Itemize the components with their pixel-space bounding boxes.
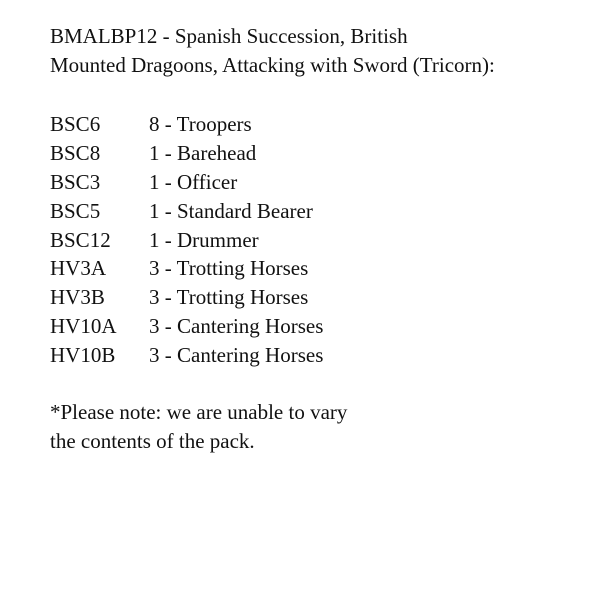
item-description: 3 - Cantering Horses (149, 343, 324, 368)
item-description: 3 - Trotting Horses (149, 285, 309, 310)
pack-note (50, 398, 347, 456)
item-description: 1 - Barehead (149, 140, 257, 165)
pack-note-line-1: *Please note: we are unable to vary (50, 400, 348, 424)
list-item (50, 197, 323, 226)
item-description: 3 - Trotting Horses (149, 256, 309, 281)
list-item (50, 341, 323, 370)
pack-title (50, 22, 495, 80)
list-item (50, 254, 323, 283)
item-code: HV3B (50, 285, 105, 310)
item-code: BSC8 (50, 140, 101, 165)
list-item (50, 226, 323, 255)
item-code: BSC6 (50, 112, 101, 136)
pack-title-line-2: Mounted Dragoons, Attacking with Sword (Tricorn): (50, 53, 495, 77)
item-description: 8 - Troopers (149, 112, 252, 136)
item-code: BSC3 (50, 169, 101, 194)
item-code: HV3A (50, 256, 106, 281)
list-item (50, 312, 323, 341)
pack-contents-list (50, 110, 323, 370)
item-code: HV10B (50, 343, 116, 368)
item-description: 1 - Drummer (149, 227, 259, 252)
list-item (50, 110, 323, 139)
item-description: 1 - Officer (149, 169, 238, 194)
list-item (50, 168, 323, 197)
item-code: HV10A (50, 314, 117, 339)
item-code: BSC12 (50, 227, 111, 252)
pack-title-line-1: BMALBP12 - Spanish Succession, British (50, 24, 408, 48)
list-item (50, 283, 323, 312)
item-description: 1 - Standard Bearer (149, 198, 313, 223)
item-code: BSC5 (50, 198, 101, 223)
list-item (50, 139, 323, 168)
item-description: 3 - Cantering Horses (149, 314, 324, 339)
pack-note-line-2: the contents of the pack. (50, 429, 255, 453)
